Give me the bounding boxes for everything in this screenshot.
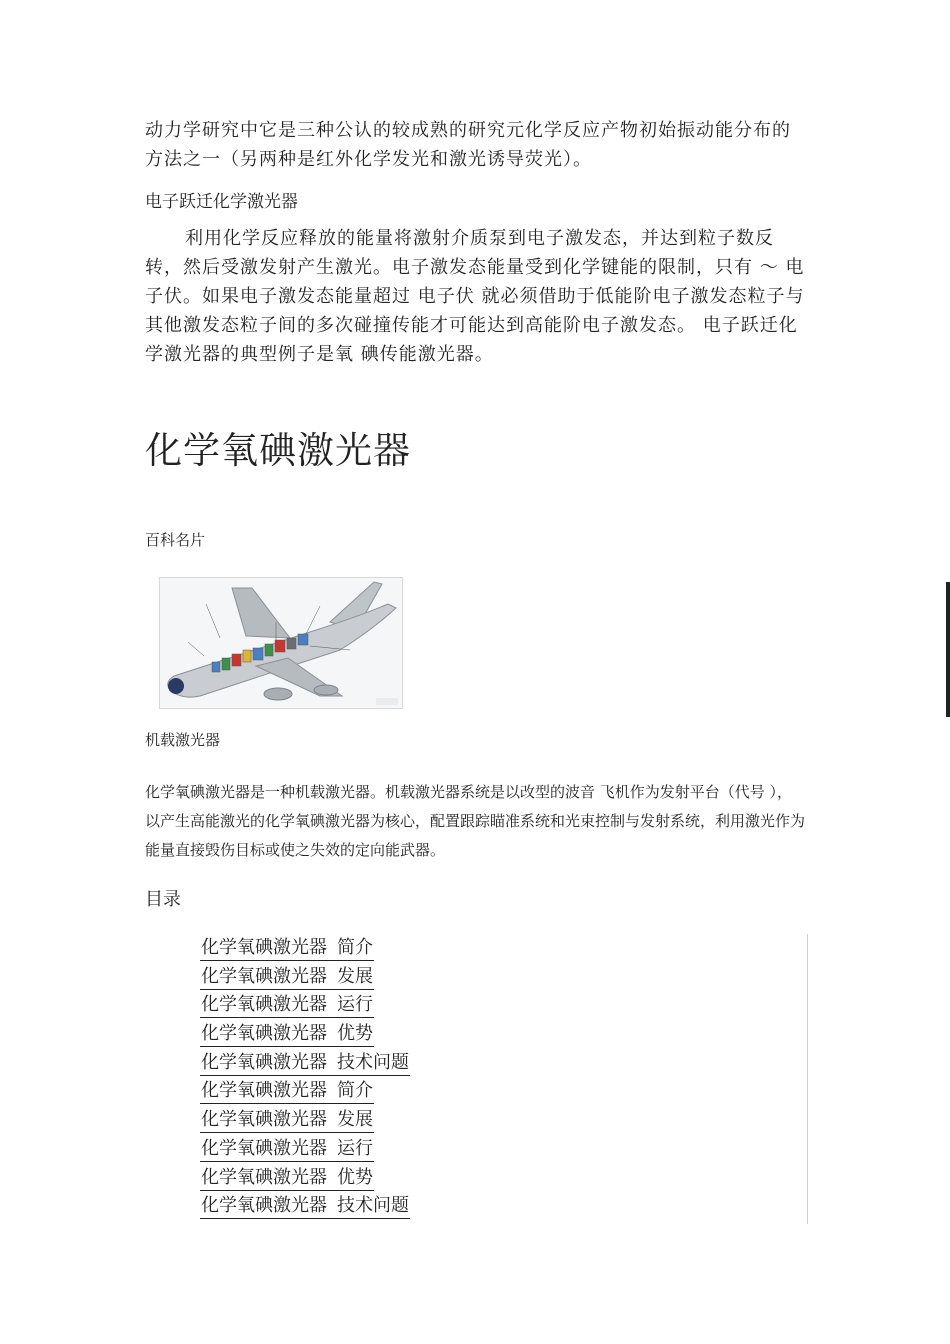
toc-item <box>200 1194 410 1223</box>
toc-link[interactable] <box>200 1022 374 1047</box>
toc-link[interactable] <box>200 993 374 1018</box>
toc-link-section: 发展 <box>337 1109 373 1131</box>
baike-label: 百科名片 <box>145 531 206 549</box>
toc-link-name: 化学氧碘激光器 <box>201 937 327 958</box>
toc-link[interactable] <box>200 965 374 990</box>
engine-shape <box>264 688 292 700</box>
toc-link-section: 技术问题 <box>337 1195 409 1217</box>
toc-link-section: 运行 <box>337 994 373 1016</box>
watermark-mark <box>376 698 398 705</box>
electronic-transition-paragraph <box>145 224 805 369</box>
toc-item <box>200 1051 410 1080</box>
toc-link-name: 化学氧碘激光器 <box>201 1109 327 1131</box>
toc-link-name: 化学氧碘激光器 <box>201 1051 327 1073</box>
toc-link[interactable] <box>200 1166 374 1191</box>
toc-link[interactable] <box>200 1194 410 1219</box>
toc-link-name: 化学氧碘激光器 <box>201 994 327 1016</box>
toc-item <box>200 936 410 965</box>
figure-caption: 机载激光器 <box>145 731 221 749</box>
toc-link-name: 化学氧碘激光器 <box>201 1080 327 1102</box>
table-of-contents <box>200 936 410 1223</box>
airborne-laser-figure[interactable] <box>159 577 403 709</box>
toc-divider-line <box>807 934 808 1224</box>
toc-link-name: 化学氧碘激光器 <box>201 1137 327 1159</box>
toc-item <box>200 1166 410 1195</box>
toc-link-section: 简介 <box>337 937 373 958</box>
toc-item <box>200 1137 410 1166</box>
toc-item <box>200 1108 410 1137</box>
description-paragraph: 化学氧碘激光器是一种机载激光器。机载激光器系统是以改型的波音 飞机作为发射平台（代号 ），以产生高能激光的化学氧碘激光器为核心，配置跟踪瞄准系统和光束控制与发射系统，利用激光作为能量直接毁伤目标或使之失效的定向能武器。 <box>145 783 806 859</box>
airplane-cutaway-illustration <box>160 578 402 708</box>
intro-paragraph: 动力学研究中它是三种公认的较成熟的研究元化学反应产物初始振动能分布的方法之一（另两种是红外化学发光和激光诱导荧光）。 <box>145 120 791 170</box>
toc-link-name: 化学氧碘激光器 <box>201 965 327 987</box>
toc-link-section: 运行 <box>337 1137 373 1159</box>
page-edge-mark <box>946 582 950 717</box>
toc-item <box>200 993 410 1022</box>
toc-link[interactable] <box>200 1108 374 1133</box>
toc-item <box>200 1079 410 1108</box>
nose-turret-shape <box>168 678 184 694</box>
toc-link-section: 优势 <box>337 1166 373 1188</box>
toc-item <box>200 1022 410 1051</box>
toc-heading: 目录 <box>145 889 181 910</box>
toc-link-name: 化学氧碘激光器 <box>201 1166 327 1188</box>
toc-link-name: 化学氧碘激光器 <box>201 1023 327 1045</box>
page-title: 化学氧碘激光器 <box>145 429 411 472</box>
toc-link-section: 发展 <box>337 965 373 987</box>
toc-item <box>200 965 410 994</box>
toc-link-section: 优势 <box>337 1023 373 1045</box>
toc-link-section: 简介 <box>337 1080 373 1102</box>
toc-link[interactable] <box>200 936 374 961</box>
toc-link[interactable] <box>200 1137 374 1162</box>
electronic-transition-text: 利用化学反应释放的能量将激射介质泵到电子激发态，并达到粒子数反转，然后受激发射产生激光。电子激发态能量受到化学键能的限制，只有 ～ 电子伏。如果电子激发态能量超过 电子伏 就必须借助于低能阶电子激发态粒子与其他激发态粒子间的多次碰撞传能才可能达到高能阶电子激发态。 电子跃迁化学激光器的典型例子是氧 碘传能激光器。 <box>145 228 805 365</box>
toc-link[interactable] <box>200 1051 410 1076</box>
toc-link[interactable] <box>200 1079 374 1104</box>
toc-link-section: 技术问题 <box>337 1051 409 1073</box>
section-heading: 电子跃迁化学激光器 <box>145 192 298 212</box>
engine-shape <box>314 685 338 695</box>
toc-link-name: 化学氧碘激光器 <box>201 1195 327 1217</box>
